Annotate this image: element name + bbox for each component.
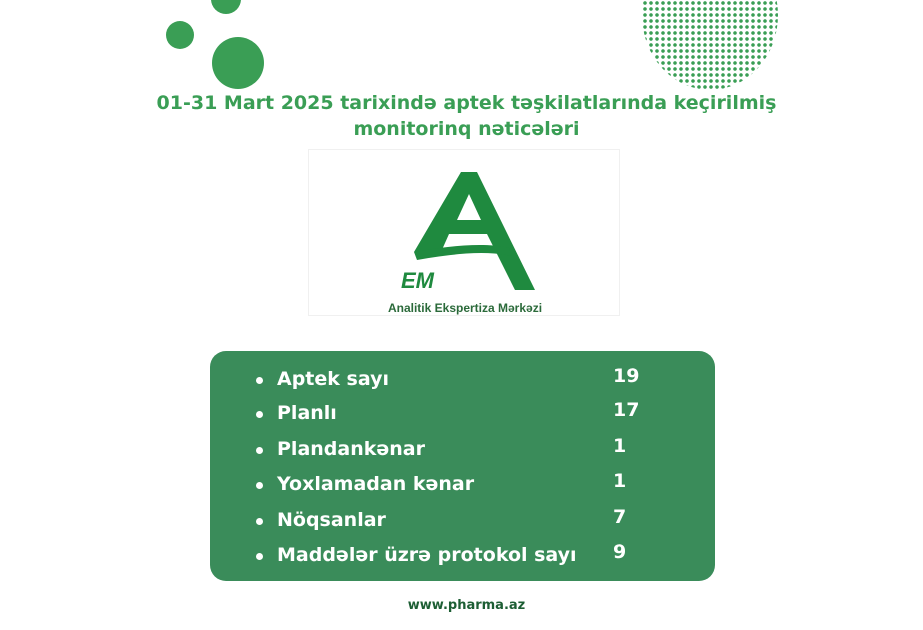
stat-row [210, 365, 715, 397]
bullet-icon [256, 482, 263, 489]
stat-value: 19 [613, 365, 640, 387]
stat-label: Yoxlamadan kənar [277, 473, 475, 495]
logo-caption: Analitik Ekspertiza Mərkəzi [387, 301, 543, 315]
stat-label: Aptek sayı [277, 368, 389, 390]
stat-label: Planlı [277, 402, 337, 424]
decor-circle-large [212, 37, 264, 89]
bullet-icon [256, 447, 263, 454]
stat-value: 9 [613, 541, 627, 563]
stat-value: 17 [613, 399, 640, 421]
bullet-icon [256, 553, 263, 560]
stat-value: 7 [613, 506, 627, 528]
footer-url[interactable]: www.pharma.az [407, 598, 526, 613]
page-title [120, 90, 813, 142]
stat-row [210, 541, 715, 573]
stat-label: Maddələr üzrə protokol sayı [277, 544, 577, 566]
bullet-icon [256, 518, 263, 525]
title-line-1: 01-31 Mart 2025 tarixində aptek təşkilatlarında keçirilmiş [156, 92, 777, 114]
decor-circle-top [211, 0, 241, 14]
bullet-icon [256, 411, 263, 418]
stat-value: 1 [613, 435, 627, 457]
stat-row [210, 399, 715, 431]
stat-label: Nöqsanlar [277, 509, 386, 531]
title-line-2: monitorinq nəticələri [353, 118, 580, 140]
decor-dot-pattern [642, 0, 778, 90]
logo-a-icon [309, 150, 621, 300]
logo-letters: EM [401, 268, 434, 293]
logo [308, 149, 620, 316]
stats-panel [210, 351, 715, 581]
decor-circle-small [166, 21, 194, 49]
stat-row [210, 506, 715, 538]
stat-row [210, 435, 715, 467]
stat-row [210, 470, 715, 502]
bullet-icon [256, 377, 263, 384]
stat-label: Plandankənar [277, 438, 425, 460]
stat-value: 1 [613, 470, 627, 492]
